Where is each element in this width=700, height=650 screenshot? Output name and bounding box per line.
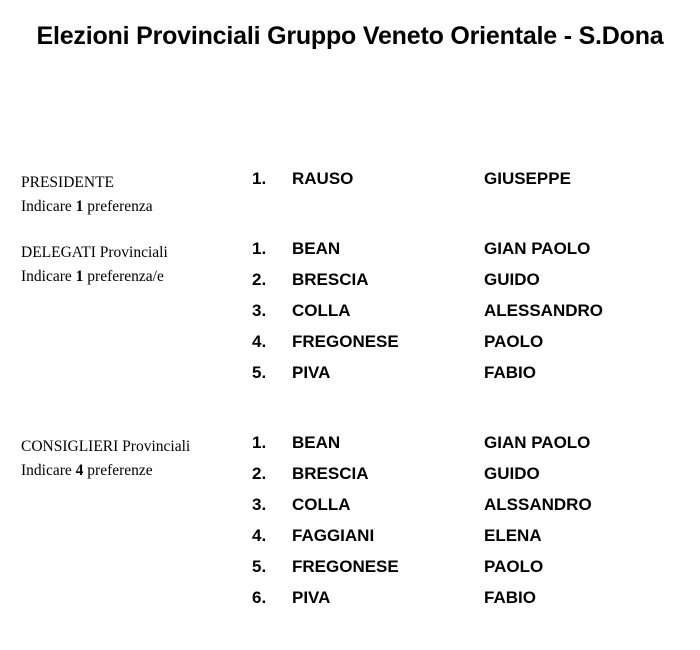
candidate-firstname: ALSSANDRO [484, 495, 592, 514]
candidate-surname: PIVA [292, 363, 331, 382]
candidate-firstname: PAOLO [484, 332, 544, 351]
candidate-firstname: FABIO [484, 588, 536, 607]
candidate-number: 1. [252, 169, 267, 188]
candidate-number: 2. [252, 270, 267, 289]
instruction-count: 1 [75, 268, 84, 285]
candidate-number: 1. [252, 433, 267, 452]
candidate-number: 3. [252, 495, 267, 514]
candidate-firstname: ELENA [484, 526, 542, 545]
candidate-number: 2. [252, 464, 267, 483]
candidate-number: 1. [252, 239, 267, 258]
instruction-prefix: Indicare [21, 268, 72, 285]
candidate-firstname: GUIDO [484, 464, 540, 483]
candidate-number: 5. [252, 557, 267, 576]
candidate-firstname: GIAN PAOLO [484, 433, 591, 452]
candidate-surname: BEAN [292, 239, 341, 258]
candidate-surname: FREGONESE [292, 332, 399, 351]
candidate-list [0, 435, 700, 621]
candidate-firstname: FABIO [484, 363, 536, 382]
candidate-row [0, 365, 700, 396]
candidate-firstname: ALESSANDRO [484, 301, 604, 320]
candidate-surname: BRESCIA [292, 270, 369, 289]
candidate-list [0, 171, 700, 202]
candidate-firstname: GIAN PAOLO [484, 239, 591, 258]
candidate-number: 5. [252, 363, 267, 382]
instruction-count: 1 [75, 198, 84, 215]
section-title: PRESIDENTE [21, 174, 114, 191]
candidate-surname: COLLA [292, 301, 351, 320]
candidate-row [0, 559, 700, 590]
candidate-row [0, 171, 700, 202]
candidate-number: 3. [252, 301, 267, 320]
candidate-surname: BRESCIA [292, 464, 369, 483]
section-title: DELEGATI Provinciali [21, 244, 168, 261]
candidate-surname: COLLA [292, 495, 351, 514]
candidate-surname: RAUSO [292, 169, 354, 188]
candidate-row [0, 334, 700, 365]
instruction-prefix: Indicare [21, 462, 72, 479]
candidate-row [0, 590, 700, 621]
candidate-surname: FAGGIANI [292, 526, 375, 545]
candidate-surname: FREGONESE [292, 557, 399, 576]
candidate-list [0, 241, 700, 396]
instruction-suffix: preferenza [87, 198, 153, 215]
candidate-firstname: GUIDO [484, 270, 540, 289]
candidate-surname: BEAN [292, 433, 341, 452]
page-title: Elezioni Provinciali Gruppo Veneto Orientale - S.Dona [36, 22, 664, 50]
candidate-firstname: PAOLO [484, 557, 544, 576]
instruction-suffix: preferenza/e [87, 268, 164, 285]
candidate-number: 6. [252, 588, 267, 607]
section-title: CONSIGLIERI Provinciali [21, 438, 191, 455]
instruction-prefix: Indicare [21, 198, 72, 215]
instruction-count: 4 [75, 462, 84, 479]
instruction-suffix: preferenze [87, 462, 153, 479]
candidate-firstname: GIUSEPPE [484, 169, 571, 188]
candidate-number: 4. [252, 526, 267, 545]
candidate-surname: PIVA [292, 588, 331, 607]
candidate-number: 4. [252, 332, 267, 351]
